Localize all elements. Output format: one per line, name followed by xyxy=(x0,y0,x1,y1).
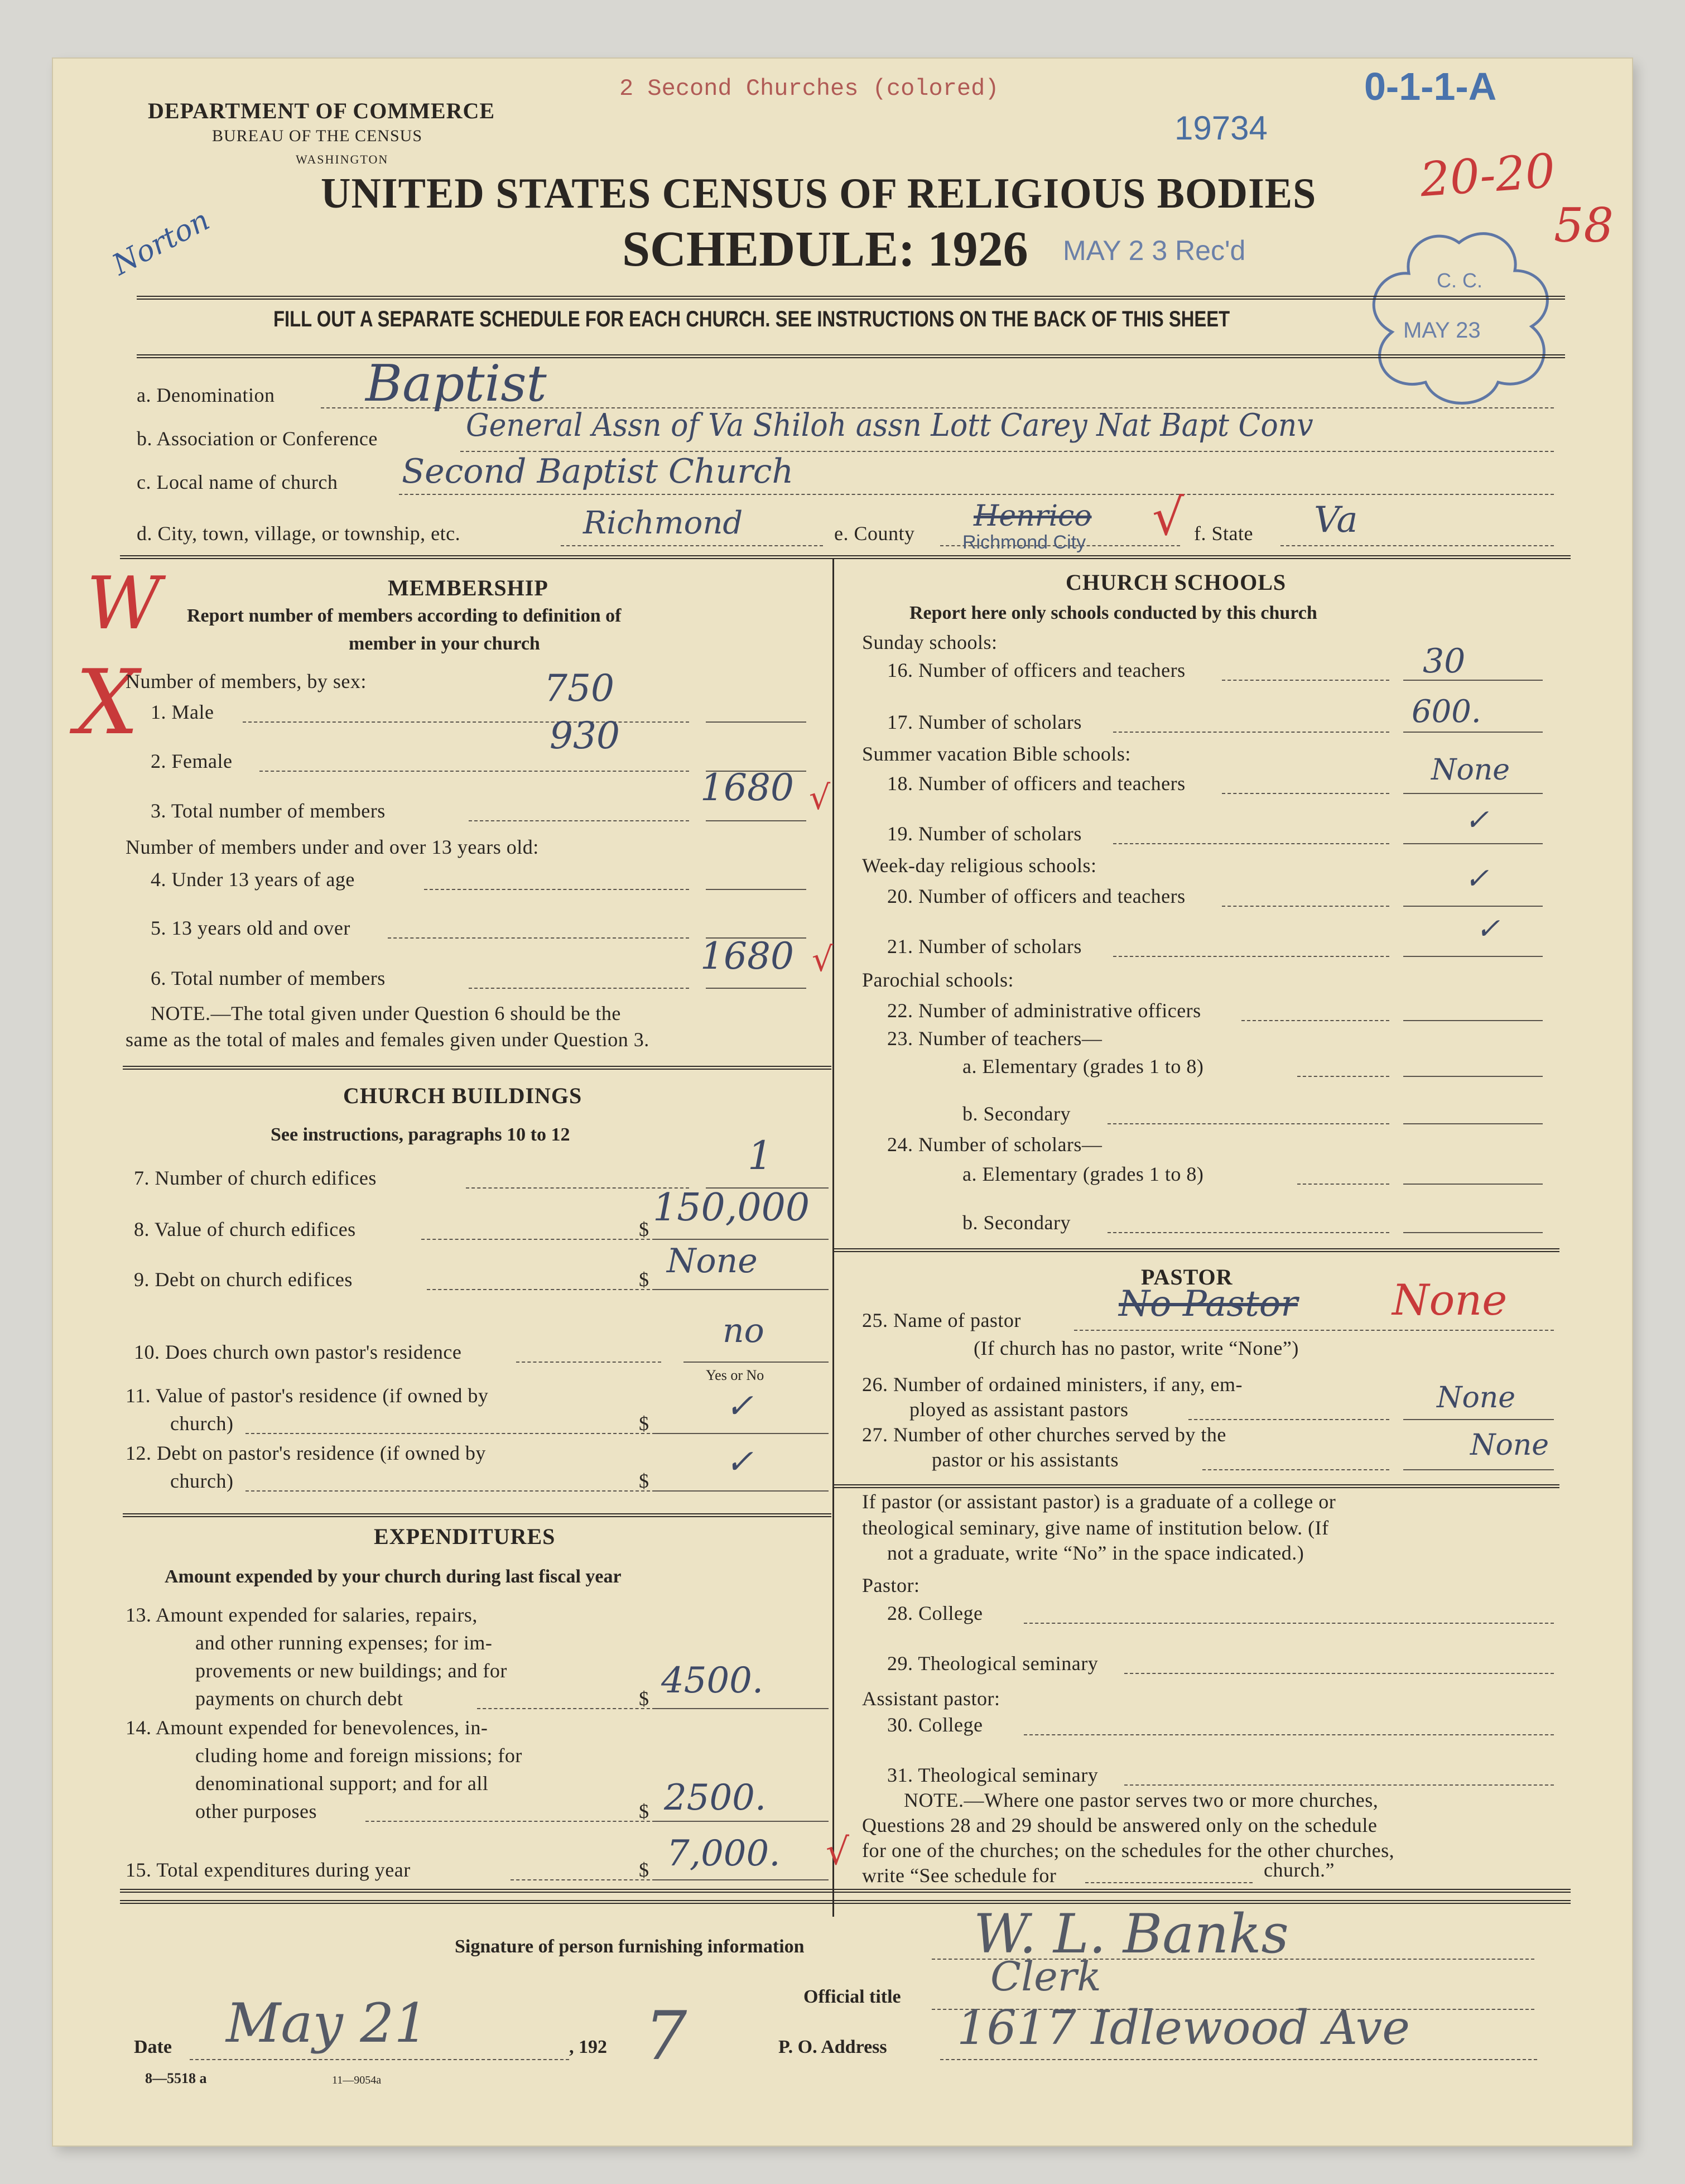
q20-label: 20. Number of officers and teachers xyxy=(887,885,1186,907)
q3-total-value: 1680 xyxy=(700,766,794,809)
q15-check-mark: √ xyxy=(826,1830,850,1873)
membership-heading: MEMBERSHIP xyxy=(388,575,548,600)
official-title-value: Clerk xyxy=(990,1953,1101,2000)
denomination-label: a. Denomination xyxy=(137,384,275,406)
local-name-label: c. Local name of church xyxy=(137,471,338,493)
q13-value: 4500. xyxy=(661,1660,764,1701)
q30-label: 30. College xyxy=(887,1714,983,1736)
q26-value: None xyxy=(1437,1381,1516,1415)
city-value: Richmond xyxy=(583,505,743,541)
q13-line-4: payments on church debt xyxy=(195,1687,403,1710)
local-name-value: Second Baptist Church xyxy=(402,452,794,491)
q13-dollar: $ xyxy=(639,1687,649,1710)
q6-total-value: 1680 xyxy=(700,935,794,978)
membership-note-2: same as the total of males and females given under Question 3. xyxy=(126,1028,649,1051)
q22-label: 22. Number of administrative officers xyxy=(887,999,1201,1022)
received-stamp: MAY 2 3 Rec'd xyxy=(1063,235,1246,266)
grad-note-1: If pastor (or assistant pastor) is a graduate of a college or xyxy=(862,1490,1336,1513)
q6-total-label: 6. Total number of members xyxy=(151,967,386,989)
po-address-value: 1617 Idlewood Ave xyxy=(957,2000,1410,2055)
q1-male-value: 750 xyxy=(544,667,614,710)
cc-stamp-date: MAY 23 xyxy=(1403,318,1481,343)
red-mark-2: 58 xyxy=(1554,198,1614,253)
signature-label: Signature of person furnishing information xyxy=(455,1936,805,1957)
schools-heading: CHURCH SCHOOLS xyxy=(1066,570,1287,595)
q11-label-1: 11. Value of pastor's residence (if owned by xyxy=(126,1384,489,1407)
buildings-sub: See instructions, paragraphs 10 to 12 xyxy=(271,1124,570,1145)
grad-note-3: not a graduate, write “No” in the space indicated.) xyxy=(887,1542,1304,1564)
instructions-banner: FILL OUT A SEPARATE SCHEDULE FOR EACH CHURCH. SEE INSTRUCTIONS ON THE BACK OF THIS SHEET xyxy=(273,307,1230,331)
q23a-label: a. Elementary (grades 1 to 8) xyxy=(962,1055,1204,1077)
q25-label: 25. Name of pastor xyxy=(862,1309,1021,1331)
q10-hint: Yes or No xyxy=(706,1367,764,1383)
state-label: f. State xyxy=(1194,522,1253,545)
cc-stamp-top: C. C. xyxy=(1437,269,1483,292)
form-title: UNITED STATES CENSUS OF RELIGIOUS BODIES xyxy=(321,169,1317,218)
year-digit: 7 xyxy=(644,1998,687,2075)
membership-intro-2: member in your church xyxy=(349,633,540,654)
q26-label-2: ployed as assistant pastors xyxy=(909,1398,1129,1421)
assistant-grad-label: Assistant pastor: xyxy=(862,1687,1000,1710)
by-sex-label: Number of members, by sex: xyxy=(126,670,367,692)
q25-red-value: None xyxy=(1392,1275,1508,1325)
sunday-schools-label: Sunday schools: xyxy=(862,631,998,653)
q20-check: ✓ xyxy=(1465,862,1489,896)
norton-note: Norton xyxy=(107,203,215,282)
weekday-schools-label: Week-day religious schools: xyxy=(862,854,1097,877)
q23-label: 23. Number of teachers— xyxy=(887,1027,1103,1050)
q4-under13-label: 4. Under 13 years of age xyxy=(151,868,355,891)
q28-label: 28. College xyxy=(887,1602,983,1624)
grad-note-2: theological seminary, give name of institution below. (If xyxy=(862,1517,1329,1539)
official-title-label: Official title xyxy=(803,1986,901,2007)
red-w-mark: W xyxy=(86,561,161,646)
q7-edifices-value: 1 xyxy=(748,1133,773,1178)
q12-label-2: church) xyxy=(170,1470,234,1492)
q13-line-1: 13. Amount expended for salaries, repairs, xyxy=(126,1604,478,1626)
q15-label: 15. Total expenditures during year xyxy=(126,1859,411,1881)
q27-label-2: pastor or his assistants xyxy=(932,1449,1119,1471)
typed-church-note: 2 Second Churches (colored) xyxy=(619,75,999,102)
cc-stamp xyxy=(1353,226,1565,405)
association-label: b. Association or Conference xyxy=(137,427,378,450)
print-number: 11—9054a xyxy=(332,2074,382,2086)
q10-residence-label: 10. Does church own pastor's residence xyxy=(134,1341,462,1363)
q9-debt-label: 9. Debt on church edifices xyxy=(134,1268,353,1291)
q12-label-1: 12. Debt on pastor's residence (if owned by xyxy=(126,1442,486,1464)
department-heading: DEPARTMENT OF COMMERCE xyxy=(148,98,495,123)
year-prefix: , 192 xyxy=(569,2037,607,2057)
county-stamped-value: Richmond City xyxy=(962,532,1086,553)
q25-value: No Pastor xyxy=(1119,1283,1298,1325)
q8-dollar: $ xyxy=(639,1218,649,1240)
q17-label: 17. Number of scholars xyxy=(887,711,1082,733)
q21-check: ✓ xyxy=(1476,912,1500,946)
q12-check: ✓ xyxy=(725,1442,754,1481)
date-label: Date xyxy=(134,2037,172,2057)
q11-dollar: $ xyxy=(639,1412,649,1435)
schedule-title: SCHEDULE: 1926 xyxy=(622,222,1028,277)
q18-value: None xyxy=(1431,753,1510,787)
q3-check-mark: √ xyxy=(809,778,831,817)
q18-label: 18. Number of officers and teachers xyxy=(887,772,1186,795)
q9-debt-value: None xyxy=(667,1242,758,1281)
q13-line-2: and other running expenses; for im- xyxy=(195,1632,493,1654)
q31-label: 31. Theological seminary xyxy=(887,1764,1099,1786)
q24b-label: b. Secondary xyxy=(962,1211,1071,1234)
q24a-label: a. Elementary (grades 1 to 8) xyxy=(962,1163,1204,1185)
expenditures-heading: EXPENDITURES xyxy=(374,1524,556,1549)
q11-check: ✓ xyxy=(725,1387,754,1426)
membership-note-1: NOTE.—The total given under Question 6 should be the xyxy=(151,1002,621,1024)
q14-dollar: $ xyxy=(639,1800,649,1822)
q24-label: 24. Number of scholars— xyxy=(887,1133,1103,1156)
county-struck-value: Henrico xyxy=(974,499,1092,533)
q1-male-label: 1. Male xyxy=(151,701,214,723)
expenditures-sub: Amount expended by your church during last fiscal year xyxy=(165,1566,622,1587)
q29-label: 29. Theological seminary xyxy=(887,1652,1099,1675)
pastor-heading: PASTOR xyxy=(1141,1264,1233,1290)
q17-value: 600. xyxy=(1412,694,1481,730)
q16-value: 30 xyxy=(1423,642,1466,681)
q7-edifices-label: 7. Number of church edifices xyxy=(134,1167,377,1189)
date-value: May 21 xyxy=(226,1992,429,2055)
form-number: 8—5518 a xyxy=(145,2070,207,2086)
city-label: d. City, town, village, or township, etc. xyxy=(137,522,461,545)
q15-dollar: $ xyxy=(639,1859,649,1881)
code-mark: 0-1-1-A xyxy=(1364,65,1497,108)
q15-value: 7,000. xyxy=(667,1833,781,1874)
q5-over13-label: 5. 13 years old and over xyxy=(151,917,350,939)
pastor-note-4: write “See schedule for xyxy=(862,1864,1057,1887)
q12-dollar: $ xyxy=(639,1470,649,1492)
q14-line-3: denominational support; and for all xyxy=(195,1772,489,1795)
parochial-schools-label: Parochial schools: xyxy=(862,969,1014,991)
summer-schools-label: Summer vacation Bible schools: xyxy=(862,743,1131,765)
county-check-mark: √ xyxy=(1152,488,1185,547)
red-x-mark: X xyxy=(75,650,139,754)
pastor-note-3: for one of the churches; on the schedules for the other churches, xyxy=(862,1839,1395,1861)
denomination-value: Baptist xyxy=(365,354,547,413)
schools-intro: Report here only schools conducted by this church xyxy=(909,603,1317,623)
washington-heading: WASHINGTON xyxy=(296,152,389,166)
q6-check-mark: √ xyxy=(812,940,834,979)
q11-label-2: church) xyxy=(170,1412,234,1435)
q14-line-4: other purposes xyxy=(195,1800,317,1822)
q19-check: ✓ xyxy=(1465,804,1489,837)
q27-label-1: 27. Number of other churches served by the xyxy=(862,1423,1226,1446)
q16-label: 16. Number of officers and teachers xyxy=(887,659,1186,681)
q3-total-label: 3. Total number of members xyxy=(151,800,386,822)
q13-line-3: provements or new buildings; and for xyxy=(195,1659,507,1682)
bureau-heading: BUREAU OF THE CENSUS xyxy=(212,127,422,145)
q9-dollar: $ xyxy=(639,1268,649,1291)
association-value: General Assn of Va Shiloh assn Lott Carey Nat Bapt Conv xyxy=(466,407,1313,444)
file-number: 19734 xyxy=(1174,109,1268,147)
q14-line-1: 14. Amount expended for benevolences, in- xyxy=(126,1716,488,1739)
buildings-heading: CHURCH BUILDINGS xyxy=(343,1083,582,1108)
q23b-label: b. Secondary xyxy=(962,1103,1071,1125)
q26-label-1: 26. Number of ordained ministers, if any, em- xyxy=(862,1373,1243,1396)
po-address-label: P. O. Address xyxy=(778,2037,887,2057)
state-value: Va xyxy=(1314,499,1358,541)
pastor-grad-label: Pastor: xyxy=(862,1574,920,1596)
q27-value: None xyxy=(1470,1428,1549,1462)
q2-female-label: 2. Female xyxy=(151,750,233,772)
q2-female-value: 930 xyxy=(550,714,620,757)
q14-line-2: cluding home and foreign missions; for xyxy=(195,1744,522,1767)
q8-value-label: 8. Value of church edifices xyxy=(134,1218,356,1240)
county-label: e. County xyxy=(834,522,915,545)
census-schedule-sheet xyxy=(53,59,1632,2145)
membership-intro-1: Report number of members according to definition of xyxy=(187,605,622,626)
signature-value: W. L. Banks xyxy=(974,1903,1289,1965)
q19-label: 19. Number of scholars xyxy=(887,822,1082,845)
q21-label: 21. Number of scholars xyxy=(887,935,1082,958)
pastor-note-2: Questions 28 and 29 should be answered only on the schedule xyxy=(862,1814,1378,1836)
q8-value-value: 150,000 xyxy=(653,1186,810,1230)
pastor-note-5: church.” xyxy=(1264,1859,1335,1881)
q10-residence-value: no xyxy=(723,1311,764,1350)
q25-hint: (If church has no pastor, write “None”) xyxy=(974,1337,1299,1359)
age-heading: Number of members under and over 13 years old: xyxy=(126,836,539,858)
red-mark-1: 20-20 xyxy=(1418,143,1557,208)
q14-value: 2500. xyxy=(664,1777,767,1819)
pastor-note-1: NOTE.—Where one pastor serves two or more churches, xyxy=(904,1789,1379,1811)
